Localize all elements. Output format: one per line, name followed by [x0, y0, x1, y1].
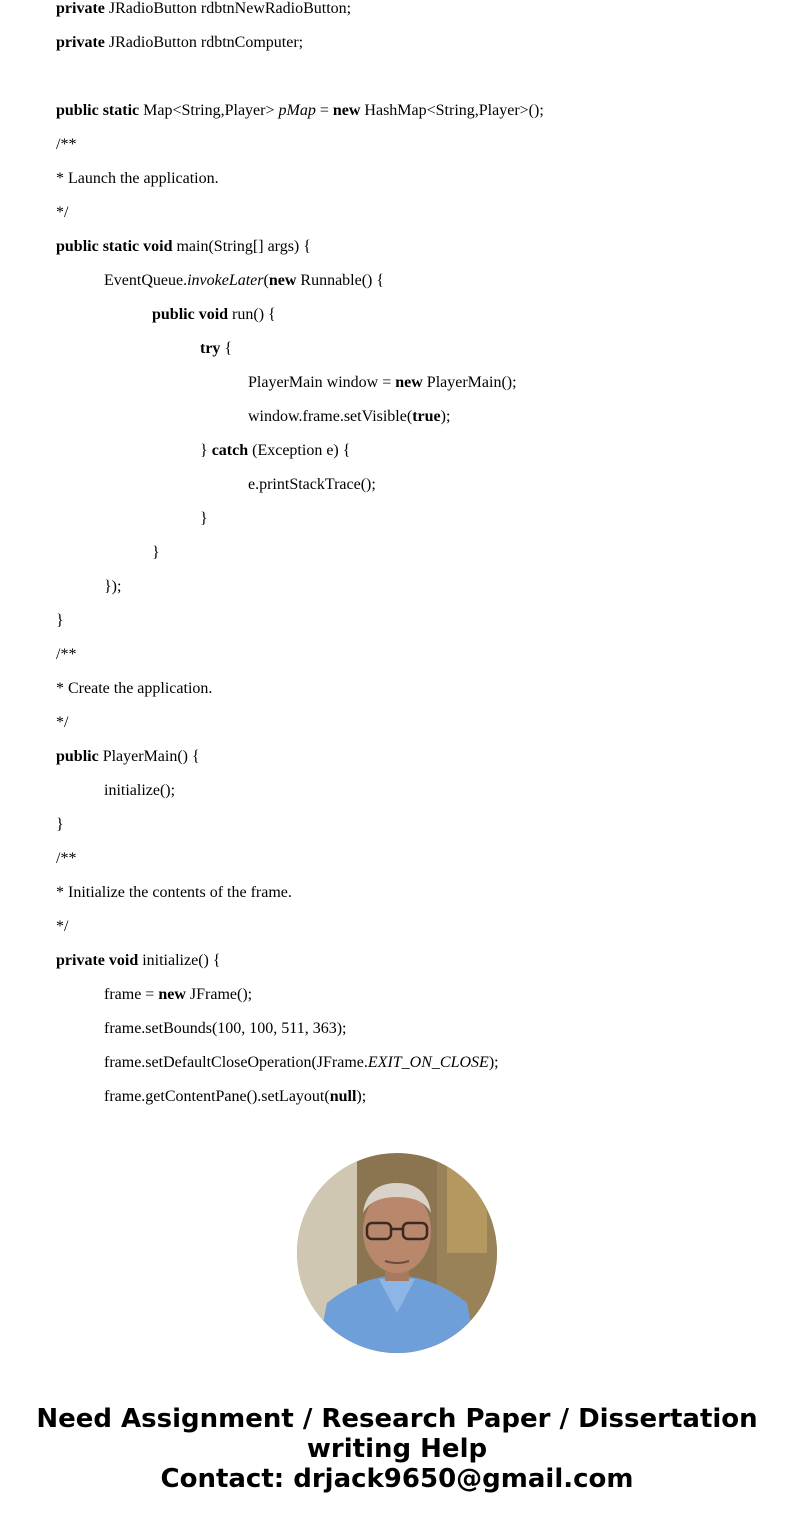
code-line: /**	[56, 850, 77, 867]
code-line: }	[200, 510, 208, 527]
code-line: * Initialize the contents of the frame.	[56, 884, 292, 901]
code-line: try {	[200, 340, 233, 357]
code-line: * Launch the application.	[56, 170, 219, 187]
code-line: * Create the application.	[56, 680, 213, 697]
person-photo-icon	[297, 1153, 497, 1353]
code-line: } catch (Exception e) {	[200, 442, 351, 459]
code-line: }	[56, 816, 64, 833]
code-line: */	[56, 204, 69, 221]
code-line: frame = new JFrame();	[104, 986, 253, 1003]
code-line: private void initialize() {	[56, 952, 221, 969]
code-line: public void run() {	[152, 306, 276, 323]
promo-contact: Contact: drjack9650@gmail.com	[160, 1464, 634, 1494]
code-line: e.printStackTrace();	[248, 476, 376, 493]
avatar	[297, 1153, 497, 1353]
promo-line-1: Need Assignment / Research Paper / Dissertation	[36, 1404, 758, 1434]
code-line: frame.setDefaultCloseOperation(JFrame.EXIT_ON_CLOSE);	[104, 1054, 499, 1071]
code-line: public static void main(String[] args) {	[56, 238, 311, 255]
code-line: private JRadioButton rdbtnNewRadioButton;	[56, 0, 352, 17]
code-line: /**	[56, 646, 77, 663]
promo-banner	[0, 1404, 794, 1494]
code-line: */	[56, 918, 69, 935]
code-line: frame.setBounds(100, 100, 511, 363);	[104, 1020, 347, 1037]
code-line: /**	[56, 136, 77, 153]
code-line: public PlayerMain() {	[56, 748, 200, 765]
code-line: });	[104, 578, 122, 595]
code-line: }	[152, 544, 160, 561]
code-line: initialize();	[104, 782, 176, 799]
code-line: public static Map<String,Player> pMap = new HashMap<String,Player>();	[56, 102, 544, 119]
code-line: PlayerMain window = new PlayerMain();	[248, 374, 517, 391]
code-line: EventQueue.invokeLater(new Runnable() {	[104, 272, 385, 289]
code-line: }	[56, 612, 64, 629]
promo-line-2: writing Help	[306, 1434, 488, 1464]
code-line: window.frame.setVisible(true);	[248, 408, 451, 425]
code-line: frame.getContentPane().setLayout(null);	[104, 1088, 367, 1105]
code-line: private JRadioButton rdbtnComputer;	[56, 34, 304, 51]
code-line: */	[56, 714, 69, 731]
